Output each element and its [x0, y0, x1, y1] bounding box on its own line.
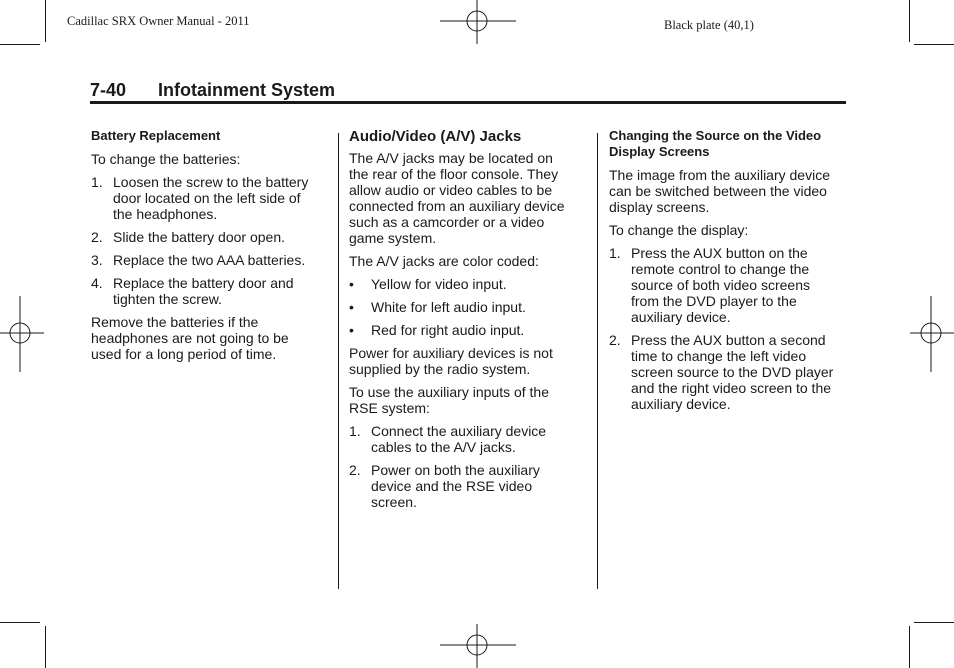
list-text: Press the AUX button a second time to change the left video screen source to the DVD player and the right video screen to the auxiliary device. [631, 332, 834, 412]
list-text: Slide the battery door open. [113, 229, 286, 245]
crop-mark-top-right-vertical [909, 0, 910, 42]
bullet-text: Yellow for video input. [371, 276, 507, 292]
slug-right: Black plate (40,1) [664, 18, 754, 32]
paragraph: Remove the batteries if the headphones are not going to be used for a long period of time. [91, 314, 289, 362]
registration-mark-left-icon [0, 296, 44, 372]
bullet-text: Red for right audio input. [371, 322, 525, 338]
bullet-marker: • [349, 299, 354, 315]
list-text: Replace the two AAA batteries. [113, 252, 306, 268]
list-item [349, 462, 555, 510]
page-number: 7-40 [90, 80, 127, 100]
crop-mark-bottom-left-horizontal [0, 622, 40, 623]
list-marker: 1. [349, 423, 361, 439]
crop-mark-top-left-horizontal [0, 44, 40, 45]
registration-mark-right-icon [910, 296, 954, 372]
list-text: Loosen the screw to the battery door located on the left side of the headphones. [113, 174, 309, 222]
column-divider-2 [597, 133, 598, 589]
list-item [349, 423, 571, 455]
list-marker: 2. [609, 332, 621, 348]
bullet-marker: • [349, 276, 354, 292]
section-heading: Changing the Source on the Video Display Screens [609, 128, 822, 159]
bullet-text: White for left audio input. [371, 299, 526, 315]
list-item [91, 174, 323, 222]
column-1 [91, 128, 323, 369]
page-header [90, 80, 335, 101]
crop-mark-bottom-left-vertical [45, 626, 46, 668]
paragraph: The A/V jacks may be located on the rear of the floor console. They allow audio or video cables to be connected from an auxiliary device such as a camcorder or a video game system. [349, 150, 565, 246]
header-rule [90, 101, 846, 104]
paragraph: To change the display: [609, 222, 749, 238]
registration-mark-bottom-icon [440, 624, 516, 668]
list-marker: 2. [91, 229, 103, 245]
bullet-marker: • [349, 322, 354, 338]
paragraph: Power for auxiliary devices is not supplied by the radio system. [349, 345, 553, 377]
column-2 [349, 128, 571, 517]
section-heading: Battery Replacement [91, 128, 221, 143]
section-heading: Audio/Video (A/V) Jacks [349, 128, 522, 145]
bullet-item [349, 276, 571, 292]
paragraph: To change the batteries: [91, 151, 241, 167]
crop-mark-bottom-right-horizontal [914, 622, 954, 623]
paragraph: To use the auxiliary inputs of the RSE system: [349, 384, 550, 416]
list-marker: 1. [609, 245, 621, 261]
list-marker: 3. [91, 252, 103, 268]
slug-left: Cadillac SRX Owner Manual - 2011 [67, 14, 250, 28]
bullet-item [349, 322, 571, 338]
column-divider-1 [338, 133, 339, 589]
section-title: Infotainment System [158, 80, 336, 100]
paragraph: The A/V jacks are color coded: [349, 253, 539, 269]
crop-mark-top-left-vertical [45, 0, 46, 42]
list-marker: 2. [349, 462, 361, 478]
bullet-item [349, 299, 571, 315]
column-3 [609, 128, 849, 419]
crop-mark-bottom-right-vertical [909, 626, 910, 668]
list-marker: 1. [91, 174, 103, 190]
list-item [91, 229, 323, 245]
list-item [91, 252, 323, 268]
list-item [91, 275, 323, 307]
list-text: Replace the battery door and tighten the screw. [113, 275, 294, 307]
list-marker: 4. [91, 275, 103, 291]
registration-mark-top-icon [440, 0, 516, 44]
paragraph: The image from the auxiliary device can be switched between the video display screens. [609, 167, 830, 215]
list-item [609, 245, 829, 325]
list-text: Connect the auxiliary device cables to the A/V jacks. [371, 423, 547, 455]
crop-mark-top-right-horizontal [914, 44, 954, 45]
list-item [609, 332, 849, 412]
list-text: Power on both the auxiliary device and the RSE video screen. [371, 462, 540, 510]
list-text: Press the AUX button on the remote control to change the source of both video screens from the DVD player to the auxiliary device. [631, 245, 810, 325]
